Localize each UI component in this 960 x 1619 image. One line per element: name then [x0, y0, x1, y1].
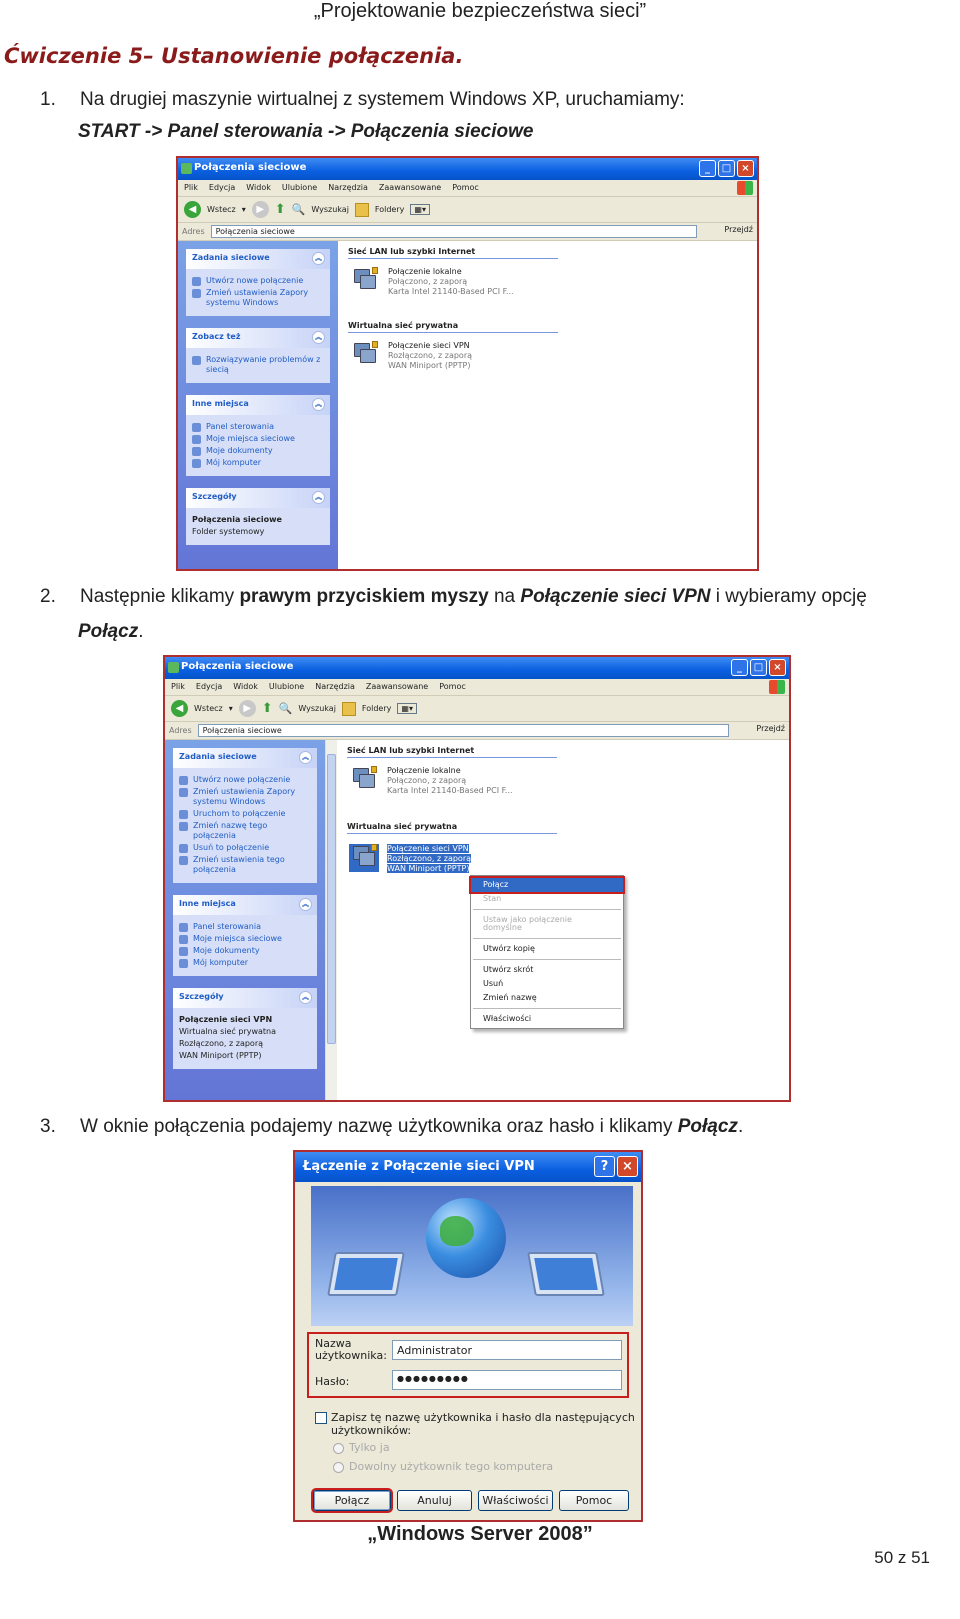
menu-separator: [473, 938, 621, 939]
scrollbar-thumb[interactable]: [327, 754, 336, 1044]
toolbar: [178, 197, 757, 223]
address-input[interactable]: Połączenia sieciowe: [198, 724, 729, 737]
window-titlebar: [165, 657, 789, 679]
help-dialog-button[interactable]: Pomoc: [559, 1490, 629, 1511]
forward-arrow-icon[interactable]: ▶: [239, 700, 256, 717]
context-menu-shortcut[interactable]: Utwórz skrót: [483, 965, 534, 974]
step-text: [80, 585, 867, 609]
text-run: .: [737, 1116, 744, 1137]
minimize-button[interactable]: _: [699, 160, 716, 177]
document-footer: „Windows Server 2008”: [367, 1523, 593, 1545]
context-menu-copy[interactable]: Utwórz kopię: [483, 944, 535, 953]
radio-anyone-label: Dowolny użytkownik tego komputera: [349, 1460, 554, 1473]
panel-title: Zadania sieciowe: [192, 253, 270, 262]
context-menu-set-default: Ustaw jako połączenie domyślne: [483, 915, 572, 932]
task-link[interactable]: Rozwiązywanie problemów z siecią: [192, 355, 324, 375]
lan-name: Połączenie lokalne: [388, 267, 462, 276]
details-name: Połączenie sieci VPN: [179, 1015, 273, 1024]
lan-device: Karta Intel 21140-Based PCI F...: [388, 287, 514, 296]
window-body: [178, 241, 757, 571]
section-lan: Sieć LAN lub szybki Internet: [348, 247, 558, 259]
text-run: .: [138, 621, 144, 642]
panel-other-places: [173, 895, 317, 976]
context-menu-properties[interactable]: Właściwości: [483, 1014, 532, 1023]
vpn-device: WAN Miniport (PPTP): [387, 864, 470, 873]
lan-status: Połączono, z zaporą: [387, 776, 467, 785]
vpn-name: Połączenie sieci VPN: [387, 844, 469, 853]
place-link[interactable]: Moje miejsca sieciowe: [192, 434, 324, 444]
laptop-icon: [327, 1252, 405, 1296]
screenshot-vpn-connect-dialog: [293, 1150, 643, 1522]
go-button[interactable]: Przejdź: [756, 724, 785, 733]
menu-favorites[interactable]: Ulubione: [281, 183, 318, 192]
windows-flag-icon: [737, 181, 753, 195]
connect-button[interactable]: Połącz: [313, 1490, 391, 1511]
lan-name: Połączenie lokalne: [387, 766, 461, 775]
section-vpn: Wirtualna sieć prywatna: [347, 822, 557, 834]
label-line: użytkowników:: [331, 1424, 412, 1437]
step-2: [0, 585, 960, 609]
firewall-lock-icon: [372, 267, 378, 274]
maximize-button[interactable]: □: [750, 659, 767, 676]
lan-connection-item[interactable]: [350, 267, 514, 297]
step-number: 3.: [40, 1116, 56, 1137]
window-titlebar: [178, 158, 757, 180]
menu-bar: [165, 679, 789, 696]
task-link[interactable]: Uruchom to połączenie: [179, 809, 311, 819]
menu-favorites[interactable]: Ulubione: [268, 682, 305, 691]
username-label: [315, 1338, 387, 1362]
task-link[interactable]: Usuń to połączenie: [179, 843, 311, 853]
place-link[interactable]: Panel sterowania: [192, 422, 324, 432]
vpn-connection-item-selected[interactable]: [349, 844, 471, 874]
collapse-chevron-icon[interactable]: ︽: [299, 898, 312, 911]
folders-icon[interactable]: [355, 203, 369, 217]
vpn-status: Rozłączono, z zaporą: [388, 351, 473, 360]
panel-details: [173, 988, 317, 1069]
cancel-button[interactable]: Anuluj: [397, 1490, 472, 1511]
collapse-chevron-icon[interactable]: ︽: [312, 331, 325, 344]
collapse-chevron-icon[interactable]: ︽: [312, 252, 325, 265]
network-folder-icon: [168, 662, 179, 673]
place-link[interactable]: Panel sterowania: [179, 922, 311, 932]
dialog-title: Łączenie z Połączenie sieci VPN: [303, 1159, 535, 1174]
details-name: Połączenia sieciowe: [192, 515, 282, 524]
panel-details: [186, 488, 330, 545]
text-run: Następnie klikamy: [80, 586, 240, 607]
address-label: Adres: [169, 726, 192, 735]
panel-title: Inne miejsca: [179, 899, 236, 908]
back-arrow-icon[interactable]: ◀: [171, 700, 188, 717]
search-button[interactable]: Wyszukaj: [298, 704, 336, 713]
password-label: Hasło:: [315, 1375, 350, 1388]
menu-separator: [473, 959, 621, 960]
properties-button[interactable]: Właściwości: [478, 1490, 553, 1511]
place-link[interactable]: Mój komputer: [192, 458, 324, 468]
panel-network-tasks: [186, 249, 330, 316]
window-title: Połączenia sieciowe: [194, 162, 307, 173]
step-1-path: START -> Panel sterowania -> Połączenia sieciowe: [78, 121, 534, 142]
menu-help[interactable]: Pomoc: [439, 682, 466, 691]
network-folder-icon: [181, 163, 192, 174]
save-credentials-checkbox[interactable]: [315, 1412, 327, 1424]
screenshot-network-connections-1: [176, 156, 759, 571]
folders-icon[interactable]: [342, 702, 356, 716]
context-menu-rename[interactable]: Zmień nazwę: [483, 993, 537, 1002]
text-bold-italic: Połącz: [677, 1116, 738, 1137]
text-bold-italic: Połącz: [78, 621, 139, 642]
vpn-connection-item[interactable]: [350, 341, 472, 371]
firewall-lock-icon: [371, 766, 377, 773]
task-link[interactable]: Utwórz nowe połączenie: [192, 276, 324, 286]
back-button[interactable]: Wstecz: [194, 704, 223, 713]
search-icon[interactable]: 🔍: [278, 702, 293, 715]
dropdown-arrow-icon[interactable]: ▾: [228, 704, 233, 713]
menu-tools[interactable]: Narzędzia: [315, 682, 355, 691]
details-type: Folder systemowy: [192, 527, 265, 536]
views-icon[interactable]: ▦▾: [397, 703, 417, 714]
menu-file[interactable]: Plik: [184, 183, 198, 192]
step-number: 1.: [40, 89, 56, 110]
radio-only-me-label: Tylko ja: [349, 1441, 390, 1454]
radio-only-me[interactable]: [333, 1443, 344, 1454]
step-2-line-2: [78, 620, 143, 644]
vpn-device: WAN Miniport (PPTP): [388, 361, 471, 370]
save-credentials-label: [331, 1411, 635, 1437]
section-vpn: Wirtualna sieć prywatna: [348, 321, 558, 333]
screenshot-network-connections-2: [163, 655, 791, 1102]
menu-view[interactable]: Widok: [246, 183, 271, 192]
menu-advanced[interactable]: Zaawansowane: [365, 682, 429, 691]
step-number: 2.: [40, 586, 56, 607]
task-link[interactable]: Zmień nazwę tego połączenia: [179, 821, 311, 841]
address-input[interactable]: Połączenia sieciowe: [211, 225, 697, 238]
collapse-chevron-icon[interactable]: ︽: [299, 751, 312, 764]
window-title: Połączenia sieciowe: [181, 661, 294, 672]
close-button[interactable]: ×: [737, 160, 754, 177]
back-arrow-icon[interactable]: ◀: [184, 201, 201, 218]
text-run: W oknie połączenia podajemy nazwę użytkownika oraz hasło i klikamy: [80, 1116, 678, 1137]
panel-title: Szczegóły: [179, 992, 224, 1001]
back-button[interactable]: Wstecz: [207, 205, 236, 214]
address-bar: [178, 223, 757, 241]
menu-tools[interactable]: Narzędzia: [328, 183, 368, 192]
context-menu: [470, 875, 624, 1029]
menu-view[interactable]: Widok: [233, 682, 258, 691]
menu-file[interactable]: Plik: [171, 682, 185, 691]
folders-button[interactable]: Foldery: [361, 704, 392, 713]
close-button[interactable]: ×: [769, 659, 786, 676]
place-link[interactable]: Moje miejsca sieciowe: [179, 934, 311, 944]
menu-advanced[interactable]: Zaawansowane: [378, 183, 442, 192]
address-bar: [165, 722, 789, 740]
forward-arrow-icon[interactable]: ▶: [252, 201, 269, 218]
details-line: WAN Miniport (PPTP): [179, 1051, 262, 1060]
task-link[interactable]: Zmień ustawienia Zapory systemu Windows: [192, 288, 324, 308]
panel-other-places: [186, 395, 330, 476]
label-line: Nazwa: [315, 1337, 352, 1350]
collapse-chevron-icon[interactable]: ︽: [312, 491, 325, 504]
firewall-lock-icon: [371, 844, 377, 851]
step-text: Na drugiej maszynie wirtualnej z systemem Windows XP, uruchamiamy:: [80, 89, 685, 110]
document-header: „Projektowanie bezpieczeństwa sieci”: [313, 0, 647, 22]
laptop-icon: [527, 1252, 605, 1296]
search-icon[interactable]: 🔍: [291, 203, 306, 216]
step-text: [80, 1115, 743, 1139]
text-run: i wybieramy opcję: [710, 586, 867, 607]
task-link[interactable]: Zmień ustawienia tego połączenia: [179, 855, 311, 875]
dropdown-arrow-icon[interactable]: ▾: [241, 205, 246, 214]
details-line: Rozłączono, z zaporą: [179, 1039, 264, 1048]
task-pane: [165, 740, 325, 1100]
vpn-name: Połączenie sieci VPN: [388, 341, 470, 350]
place-link[interactable]: Mój komputer: [179, 958, 311, 968]
panel-title: Inne miejsca: [192, 399, 249, 408]
up-folder-icon[interactable]: ⬆: [274, 202, 286, 217]
menu-separator: [473, 1008, 621, 1009]
globe-icon: [426, 1198, 506, 1278]
firewall-lock-icon: [372, 341, 378, 348]
vpn-status: Rozłączono, z zaporą: [387, 854, 472, 863]
radio-anyone[interactable]: [333, 1462, 344, 1473]
help-button[interactable]: ?: [594, 1156, 615, 1177]
collapse-chevron-icon[interactable]: ︽: [299, 991, 312, 1004]
context-menu-delete[interactable]: Usuń: [483, 979, 504, 988]
close-button[interactable]: ×: [617, 1156, 638, 1177]
panel-title: Szczegóły: [192, 492, 237, 501]
dialog-banner: [311, 1186, 633, 1326]
views-icon[interactable]: ▦▾: [410, 204, 430, 215]
collapse-chevron-icon[interactable]: ︽: [312, 398, 325, 411]
details-line: Wirtualna sieć prywatna: [179, 1027, 277, 1036]
lan-connection-item[interactable]: [349, 766, 513, 796]
text-bold: prawym przyciskiem myszy: [239, 586, 489, 607]
page-number: 50 z 51: [874, 1548, 930, 1567]
menu-bar: [178, 180, 757, 197]
panel-network-tasks: [173, 748, 317, 883]
place-link[interactable]: Moje dokumenty: [179, 946, 311, 956]
step-1: [0, 88, 960, 112]
up-folder-icon[interactable]: ⬆: [261, 701, 273, 716]
lan-device: Karta Intel 21140-Based PCI F...: [387, 786, 513, 795]
section-lan: Sieć LAN lub szybki Internet: [347, 746, 557, 758]
lan-status: Połączono, z zaporą: [388, 277, 468, 286]
task-link[interactable]: Zmień ustawienia Zapory systemu Windows: [179, 787, 311, 807]
task-link[interactable]: Utwórz nowe połączenie: [179, 775, 311, 785]
label-line: Zapisz tę nazwę użytkownika i hasło dla następujących: [331, 1411, 635, 1424]
dialog-titlebar: [295, 1152, 641, 1182]
menu-help[interactable]: Pomoc: [452, 183, 479, 192]
password-input[interactable]: ●●●●●●●●●: [392, 1370, 622, 1390]
label-line: użytkownika:: [315, 1349, 387, 1362]
windows-flag-icon: [769, 680, 785, 694]
window-body: [165, 740, 789, 1100]
menu-edit[interactable]: Edycja: [208, 183, 236, 192]
task-pane-scrollbar[interactable]: [325, 740, 337, 1100]
maximize-button[interactable]: □: [718, 160, 735, 177]
panel-title: Zadania sieciowe: [179, 752, 257, 761]
go-button[interactable]: Przejdź: [724, 225, 753, 234]
text-bold-italic: Połączenie sieci VPN: [520, 586, 711, 607]
menu-separator: [473, 909, 621, 910]
minimize-button[interactable]: _: [731, 659, 748, 676]
context-menu-connect[interactable]: Połącz: [471, 878, 623, 892]
place-link[interactable]: Moje dokumenty: [192, 446, 324, 456]
task-pane: [178, 241, 338, 571]
folders-button[interactable]: Foldery: [374, 205, 405, 214]
menu-edit[interactable]: Edycja: [195, 682, 223, 691]
address-label: Adres: [182, 227, 205, 236]
username-input[interactable]: Administrator: [392, 1340, 622, 1360]
exercise-title: Ćwiczenie 5– Ustanowienie połączenia.: [4, 44, 464, 68]
text-run: na: [488, 586, 521, 607]
panel-title: Zobacz też: [192, 332, 241, 341]
search-button[interactable]: Wyszukaj: [311, 205, 349, 214]
step-3: [0, 1115, 960, 1139]
context-menu-status: Stan: [483, 894, 502, 903]
toolbar: [165, 696, 789, 722]
panel-see-also: [186, 328, 330, 383]
